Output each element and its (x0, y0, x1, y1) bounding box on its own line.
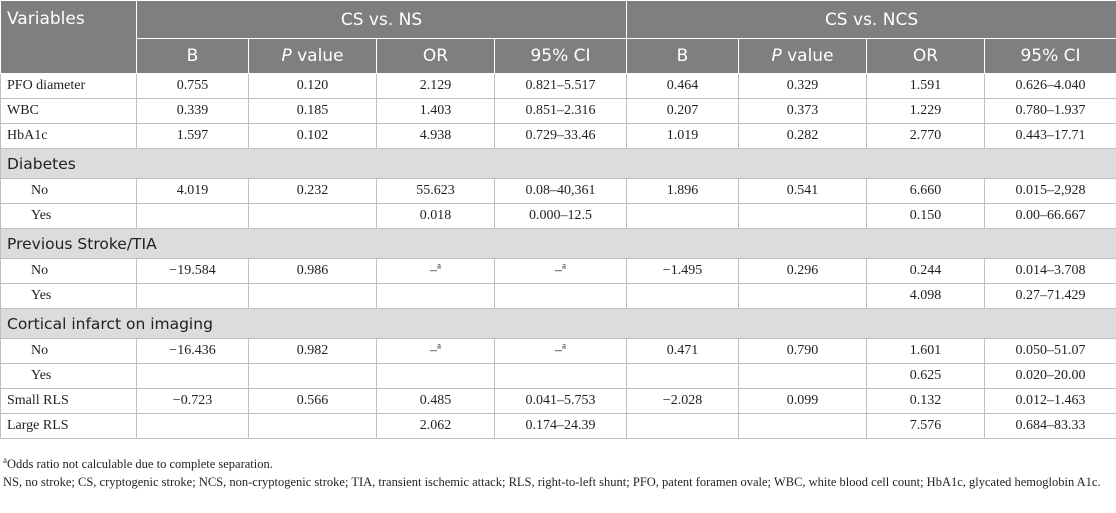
cell-b-cs-ns (137, 364, 249, 389)
cell-p-value-cs-ns: 0.185 (249, 99, 377, 124)
cell-p-value-cs-ncs (739, 284, 867, 309)
cell-ci-cs-ncs: 0.020–20.00 (985, 364, 1116, 389)
cell-p-value-cs-ns: 0.982 (249, 339, 377, 364)
group-cs-vs-ns-header: CS vs. NS (137, 1, 627, 39)
cell-b-cs-ncs (627, 414, 739, 439)
section-row (1, 229, 1116, 259)
cell-b-cs-ncs (627, 284, 739, 309)
cell-ci-cs-ns: 0.041–5.753 (495, 389, 627, 414)
section-label: Previous Stroke/TIA (1, 229, 1116, 259)
cell-b-cs-ncs: 0.207 (627, 99, 739, 124)
cell-ci-cs-ns: –$^a$ (495, 259, 627, 284)
table-footnotes (3, 455, 1113, 491)
cell-ci-cs-ns: 0.821–5.517 (495, 74, 627, 99)
table-row (1, 124, 1116, 149)
cell-ci-cs-ns: 0.174–24.39 (495, 414, 627, 439)
cell-ci-cs-ncs: 0.015–2,928 (985, 179, 1116, 204)
cell-b-cs-ncs: −1.495 (627, 259, 739, 284)
cell-p-value-cs-ns: 0.566 (249, 389, 377, 414)
cell-ci-cs-ncs: 0.626–4.040 (985, 74, 1116, 99)
cell-p-value-cs-ns (249, 284, 377, 309)
cell-b-cs-ns: −19.584 (137, 259, 249, 284)
table-row (1, 389, 1116, 414)
cell-or-cs-ncs: 1.229 (867, 99, 985, 124)
cell-p-value-cs-ncs: 0.790 (739, 339, 867, 364)
cell-or-cs-ns: 2.062 (377, 414, 495, 439)
cell-ci-cs-ncs: 0.00–66.667 (985, 204, 1116, 229)
cell-or-cs-ncs: 7.576 (867, 414, 985, 439)
cell-ci-cs-ns: 0.729–33.46 (495, 124, 627, 149)
table-row (1, 364, 1116, 389)
row-label: WBC (1, 99, 137, 124)
cell-p-value-cs-ns (249, 204, 377, 229)
cell-p-value-cs-ns: 0.232 (249, 179, 377, 204)
cell-b-cs-ns: 0.339 (137, 99, 249, 124)
cell-or-cs-ns (377, 284, 495, 309)
cell-p-value-cs-ns: 0.120 (249, 74, 377, 99)
footnote-marker: a (3, 454, 7, 465)
variables-header: Variables (1, 1, 137, 74)
cell-or-cs-ncs: 1.591 (867, 74, 985, 99)
group-cs-vs-ncs-header: CS vs. NCS (627, 1, 1116, 39)
cell-b-cs-ns: 0.755 (137, 74, 249, 99)
cell-or-cs-ns: –$^a$ (377, 339, 495, 364)
cell-ci-cs-ncs: 0.012–1.463 (985, 389, 1116, 414)
section-row (1, 149, 1116, 179)
table-row (1, 204, 1116, 229)
cell-b-cs-ncs (627, 204, 739, 229)
col-or-header: OR (867, 39, 985, 74)
cell-or-cs-ns: 4.938 (377, 124, 495, 149)
cell-p-value-cs-ncs: 0.282 (739, 124, 867, 149)
row-label: Yes (1, 204, 137, 229)
cell-b-cs-ncs: 0.471 (627, 339, 739, 364)
row-label: HbA1c (1, 124, 137, 149)
cell-p-value-cs-ncs: 0.541 (739, 179, 867, 204)
col-ci-header: 95% CI (495, 39, 627, 74)
cell-p-value-cs-ns: 0.986 (249, 259, 377, 284)
row-label: No (1, 259, 137, 284)
cell-ci-cs-ncs: 0.443–17.71 (985, 124, 1116, 149)
cell-or-cs-ncs: 0.244 (867, 259, 985, 284)
col-b-header: B (137, 39, 249, 74)
col-b-header: B (627, 39, 739, 74)
section-label: Cortical infarct on imaging (1, 309, 1116, 339)
cell-or-cs-ns: 2.129 (377, 74, 495, 99)
cell-ci-cs-ns (495, 364, 627, 389)
table-row (1, 284, 1116, 309)
footnote-marker: a (562, 260, 566, 271)
cell-ci-cs-ns: 0.08–40,361 (495, 179, 627, 204)
row-label: No (1, 339, 137, 364)
cell-b-cs-ncs: 1.019 (627, 124, 739, 149)
table-row (1, 414, 1116, 439)
row-label: Yes (1, 284, 137, 309)
table-row (1, 259, 1116, 284)
cell-b-cs-ncs: 1.896 (627, 179, 739, 204)
cell-or-cs-ns (377, 364, 495, 389)
cell-ci-cs-ns (495, 284, 627, 309)
cell-ci-cs-ncs: 0.684–83.33 (985, 414, 1116, 439)
cell-b-cs-ns (137, 414, 249, 439)
cell-or-cs-ncs: 6.660 (867, 179, 985, 204)
row-label: Large RLS (1, 414, 137, 439)
cell-b-cs-ncs: −2.028 (627, 389, 739, 414)
col-p-header: P value (249, 39, 377, 74)
footnote-marker: a (437, 260, 441, 271)
cell-or-cs-ns: 55.623 (377, 179, 495, 204)
cell-b-cs-ncs: 0.464 (627, 74, 739, 99)
table-row (1, 99, 1116, 124)
cell-or-cs-ns: 1.403 (377, 99, 495, 124)
col-p-header: P value (739, 39, 867, 74)
cell-or-cs-ns: –$^a$ (377, 259, 495, 284)
cell-p-value-cs-ncs (739, 414, 867, 439)
cell-or-cs-ncs: 2.770 (867, 124, 985, 149)
table-row (1, 74, 1116, 99)
cell-or-cs-ncs: 0.150 (867, 204, 985, 229)
cell-b-cs-ns (137, 204, 249, 229)
cell-ci-cs-ncs: 0.780–1.937 (985, 99, 1116, 124)
cell-b-cs-ns: −0.723 (137, 389, 249, 414)
cell-b-cs-ns: −16.436 (137, 339, 249, 364)
cell-b-cs-ncs (627, 364, 739, 389)
cell-p-value-cs-ns (249, 414, 377, 439)
cell-or-cs-ncs: 0.132 (867, 389, 985, 414)
cell-ci-cs-ns: 0.851–2.316 (495, 99, 627, 124)
cell-or-cs-ncs: 1.601 (867, 339, 985, 364)
row-label: PFO diameter (1, 74, 137, 99)
cell-or-cs-ns: 0.018 (377, 204, 495, 229)
cell-b-cs-ns (137, 284, 249, 309)
row-label: No (1, 179, 137, 204)
table-row (1, 179, 1116, 204)
section-label: Diabetes (1, 149, 1116, 179)
row-label: Yes (1, 364, 137, 389)
cell-b-cs-ns: 4.019 (137, 179, 249, 204)
footnote-marker: a (562, 340, 566, 351)
footnote-marker: a (437, 340, 441, 351)
cell-p-value-cs-ns: 0.102 (249, 124, 377, 149)
cell-p-value-cs-ns (249, 364, 377, 389)
col-or-header: OR (377, 39, 495, 74)
cell-ci-cs-ncs: 0.27–71.429 (985, 284, 1116, 309)
cell-b-cs-ns: 1.597 (137, 124, 249, 149)
cell-or-cs-ncs: 0.625 (867, 364, 985, 389)
cell-p-value-cs-ncs: 0.296 (739, 259, 867, 284)
cell-ci-cs-ns: –$^a$ (495, 339, 627, 364)
cell-p-value-cs-ncs: 0.329 (739, 74, 867, 99)
cell-p-value-cs-ncs: 0.373 (739, 99, 867, 124)
row-label: Small RLS (1, 389, 137, 414)
cell-ci-cs-ncs: 0.050–51.07 (985, 339, 1116, 364)
cell-p-value-cs-ncs (739, 204, 867, 229)
footnote-a: $^a$Odds ratio not calculable due to complete separation. (3, 454, 273, 471)
cell-or-cs-ncs: 4.098 (867, 284, 985, 309)
cell-p-value-cs-ncs (739, 364, 867, 389)
cell-p-value-cs-ncs: 0.099 (739, 389, 867, 414)
section-row (1, 309, 1116, 339)
col-ci-header: 95% CI (985, 39, 1116, 74)
cell-ci-cs-ns: 0.000–12.5 (495, 204, 627, 229)
abbreviations-note: NS, no stroke; CS, cryptogenic stroke; NCS, non-cryptogenic stroke; TIA, transient ischemic attack; RLS, right-to-left shunt; PFO, patent foramen ovale; WBC, white blood cell count; HbA1c, glycated hemoglobin A1c. (3, 475, 1101, 489)
table-row (1, 339, 1116, 364)
cell-or-cs-ns: 0.485 (377, 389, 495, 414)
cell-ci-cs-ncs: 0.014–3.708 (985, 259, 1116, 284)
